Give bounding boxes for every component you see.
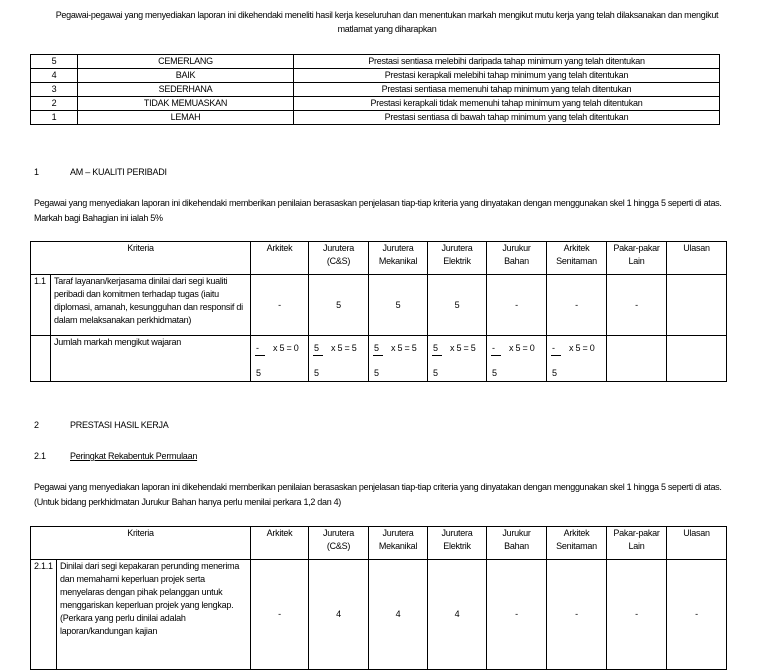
scale-row — [31, 55, 720, 69]
score-arkitek: - — [251, 275, 309, 336]
scale-description: Prestasi kerapkali melebihi tahap minimum yang telah ditentukan — [294, 69, 720, 83]
fraction-denominator: 5 — [314, 368, 319, 378]
weighted-fraction — [309, 336, 369, 382]
fraction-multiplier: x 5 = 5 — [391, 343, 417, 353]
fraction-bar — [255, 355, 265, 356]
column-header: Jurutera Elektrik — [428, 527, 487, 560]
section-1-paragraph: Pegawai yang menyediakan laporan ini dikehendaki memberikan penilaian berasaskan penjelasan tiap-tiap kriteria yang dinyatakan dengan menggunakan skel 1 hingga 5 seperti di atas. Markah bagi Bahagian ini ialah 5% — [34, 198, 722, 223]
empty-cell — [607, 336, 667, 382]
column-header: Arkitek Senitaman — [547, 527, 607, 560]
fraction-numerator: - — [492, 343, 495, 353]
fraction-bar — [432, 355, 442, 356]
score-ulasan: - — [667, 560, 727, 670]
scale-description: Prestasi sentiasa melebihi daripada tahap minimum yang telah ditentukan — [294, 55, 720, 69]
column-header: Ulasan — [667, 242, 727, 275]
scale-row — [31, 97, 720, 111]
score-jurutera-mekanikal: 5 — [369, 275, 428, 336]
empty-cell — [667, 336, 727, 382]
score-arkitek: - — [251, 560, 309, 670]
score-arkitek-senitaman: - — [547, 275, 607, 336]
score-ulasan — [667, 275, 727, 336]
section-2-1-title: Peringkat Rekabentuk Permulaan — [70, 451, 198, 461]
scale-grade: SEDERHANA — [78, 83, 294, 97]
weighted-fraction — [369, 336, 428, 382]
scale-score: 4 — [31, 69, 78, 83]
fraction-multiplier: x 5 = 0 — [509, 343, 535, 353]
fraction-multiplier: x 5 = 0 — [569, 343, 595, 353]
fraction-denominator: 5 — [433, 368, 438, 378]
score-jurukur-bahan: - — [487, 275, 547, 336]
fraction-multiplier: x 5 = 5 — [450, 343, 476, 353]
column-header: Jurukur Bahan — [487, 527, 547, 560]
scale-row — [31, 111, 720, 125]
column-header: Arkitek Senitaman — [547, 242, 607, 275]
section-2-number: 2 — [34, 420, 39, 430]
weighted-total-label: Jumlah markah mengikut wajaran — [51, 336, 251, 382]
fraction-denominator: 5 — [552, 368, 557, 378]
section-1-number: 1 — [34, 167, 39, 177]
column-header: Jurutera (C&S) — [309, 527, 369, 560]
criteria-text: Taraf layanan/kerjasama dinilai dari segi kualiti peribadi dan komitmen terhadap tugas (iaitu diplomasi, amanah, kesungguhan dan responsif di dalam melaksanakan perkhidmatan) — [51, 275, 251, 336]
score-pakar-lain: - — [607, 560, 667, 670]
scale-description: Prestasi kerapkali tidak memenuhi tahap minimum yang telah ditentukan — [294, 97, 720, 111]
criteria-table-1 — [30, 241, 727, 382]
fraction-denominator: 5 — [256, 368, 261, 378]
scale-grade: CEMERLANG — [78, 55, 294, 69]
column-header: Kriteria — [31, 527, 251, 560]
score-pakar-lain: - — [607, 275, 667, 336]
fraction-numerator: 5 — [433, 343, 438, 353]
fraction-bar — [373, 355, 383, 356]
scale-grade: TIDAK MEMUASKAN — [78, 97, 294, 111]
fraction-numerator: 5 — [374, 343, 379, 353]
score-jurutera-elektrik: 5 — [428, 275, 487, 336]
scale-score: 2 — [31, 97, 78, 111]
weighted-fraction — [428, 336, 487, 382]
fraction-bar — [313, 355, 323, 356]
fraction-bar — [491, 355, 501, 356]
scale-score: 1 — [31, 111, 78, 125]
column-header: Pakar-pakar Lain — [607, 527, 667, 560]
row-number: 2.1.1 — [31, 560, 57, 670]
weighted-fraction — [547, 336, 607, 382]
column-header: Jurukur Bahan — [487, 242, 547, 275]
score-arkitek-senitaman: - — [547, 560, 607, 670]
column-header: Arkitek — [251, 242, 309, 275]
score-jurutera-mekanikal: 4 — [369, 560, 428, 670]
section-2-1-number: 2.1 — [34, 451, 46, 461]
column-header: Jurutera Elektrik — [428, 242, 487, 275]
scale-score: 5 — [31, 55, 78, 69]
section-2-paragraph: Pegawai yang menyediakan laporan ini dikehendaki memberikan penilaian berasaskan penjelasan tiap-tiap criteria yang dinyatakan dengan menggunakan skel 1 hingga 5 seperti di atas. (Untuk bidang perkhidmatan Jurukur Bahan hanya perlu menilai perkara 1,2 dan 4) — [34, 482, 722, 507]
fraction-bar — [551, 355, 561, 356]
scale-grade: BAIK — [78, 69, 294, 83]
column-header: Kriteria — [31, 242, 251, 275]
column-header: Arkitek — [251, 527, 309, 560]
fraction-numerator: 5 — [314, 343, 319, 353]
scale-description: Prestasi sentiasa memenuhi tahap minimum yang telah ditentukan — [294, 83, 720, 97]
score-jurutera-cs: 5 — [309, 275, 369, 336]
fraction-numerator: - — [256, 343, 259, 353]
scale-row — [31, 83, 720, 97]
column-header: Jurutera (C&S) — [309, 242, 369, 275]
column-header: Ulasan — [667, 527, 727, 560]
scale-grade: LEMAH — [78, 111, 294, 125]
weighted-fraction — [251, 336, 309, 382]
fraction-multiplier: x 5 = 0 — [273, 343, 299, 353]
fraction-multiplier: x 5 = 5 — [331, 343, 357, 353]
fraction-denominator: 5 — [374, 368, 379, 378]
scale-row — [31, 69, 720, 83]
weighted-fraction — [487, 336, 547, 382]
fraction-denominator: 5 — [492, 368, 497, 378]
scale-description: Prestasi sentiasa di bawah tahap minimum yang telah ditentukan — [294, 111, 720, 125]
criteria-table-2 — [30, 526, 727, 670]
rating-scale-table — [30, 54, 720, 125]
fraction-numerator: - — [552, 343, 555, 353]
score-jurutera-cs: 4 — [309, 560, 369, 670]
section-1-title: AM – KUALITI PERIBADI — [70, 167, 167, 177]
column-header: Jurutera Mekanikal — [369, 242, 428, 275]
column-header: Pakar-pakar Lain — [607, 242, 667, 275]
scale-score: 3 — [31, 83, 78, 97]
row-number: 1.1 — [31, 275, 51, 336]
section-2-title: PRESTASI HASIL KERJA — [70, 420, 169, 430]
intro-paragraph: Pegawai-pegawai yang menyediakan laporan ini dikehendaki meneliti hasil kerja keseluruhan dan menentukan markah mengikut mutu kerja yang telah dilaksanakan dan mengikut matlamat yang diharapkan — [55, 10, 719, 34]
score-jurukur-bahan: - — [487, 560, 547, 670]
column-header: Jurutera Mekanikal — [369, 527, 428, 560]
criteria-text: Dinilai dari segi kepakaran perunding menerima dan memahami keperluan projek serta menyelaras dengan pihak pelanggan untuk menggariskan keperluan projek yang lengkap. (Perkara yang perlu dinilai adalah laporan/kandungan kajian — [57, 560, 251, 670]
score-jurutera-elektrik: 4 — [428, 560, 487, 670]
